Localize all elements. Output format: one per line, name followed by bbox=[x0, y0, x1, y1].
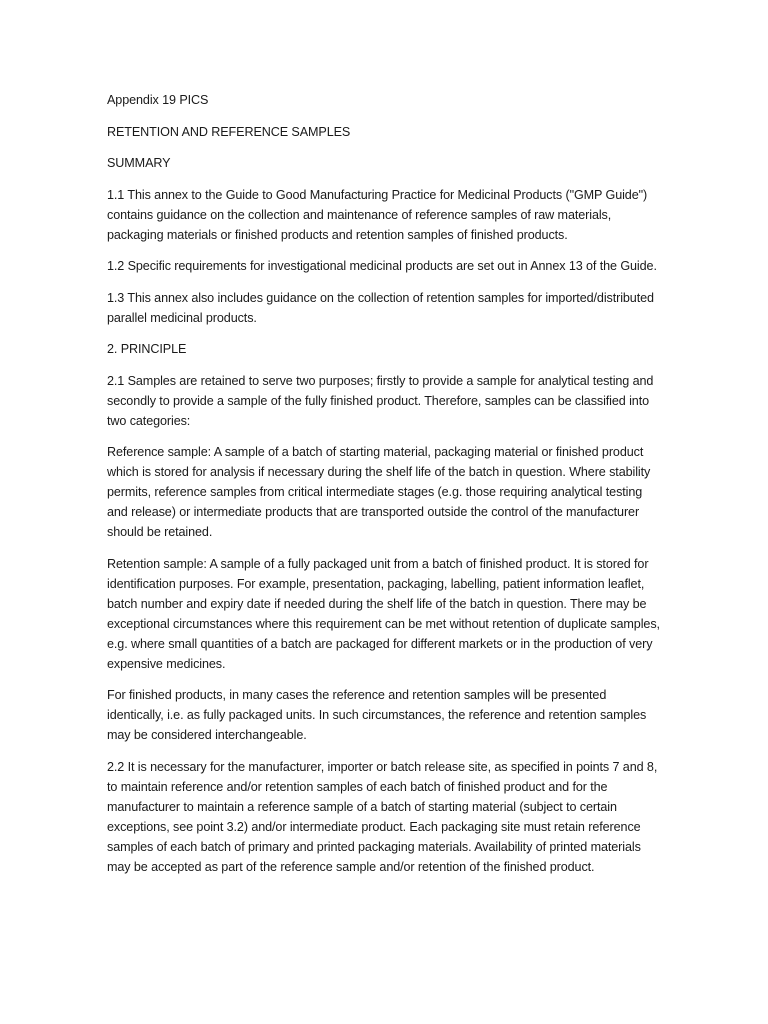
principle-heading: 2. PRINCIPLE bbox=[107, 342, 187, 356]
paragraph-2-1: 2.1 Samples are retained to serve two purposes; firstly to provide a sample for analytical testing and secondly to provide a sample of the fully finished product. Therefore, samples can be classified into two categories: bbox=[107, 373, 654, 428]
paragraph-1-3: 1.3 This annex also includes guidance on the collection of retention samples for imported/distributed parallel medicinal products. bbox=[107, 290, 654, 325]
document-title: RETENTION AND REFERENCE SAMPLES bbox=[107, 124, 351, 139]
paragraph-2-2: 2.2 It is necessary for the manufacturer, importer or batch release site, as specified in points 7 and 8, to maintain reference and/or retention samples of each batch of finished product and for the manufacturer to maintain a reference sample of a batch of starting material (subject to certain exceptions, see point 3.2) and/or intermediate product. Each packaging site must retain reference samples of each batch of primary and printed packaging materials. Availability of printed materials may be accepted as part of the reference sample and/or retention of the finished product. bbox=[107, 759, 658, 874]
summary-heading: SUMMARY bbox=[107, 156, 171, 170]
paragraph-1-2: 1.2 Specific requirements for investigational medicinal products are set out in Annex 13 of the Guide. bbox=[107, 259, 657, 273]
paragraph-finished-products: For finished products, in many cases the reference and retention samples will be presented identically, i.e. as fully packaged units. In such circumstances, the reference and retention samples may be considered interchangeable. bbox=[107, 688, 647, 742]
appendix-label: Appendix 19 PICS bbox=[107, 93, 209, 107]
paragraph-reference-sample: Reference sample: A sample of a batch of starting material, packaging material or finished product which is stored for analysis if necessary during the shelf life of the batch in question. Where stability permits, reference samples from critical intermediate stages (e.g. those requiring analytical testing and release) or intermediate products that are transported outside the control of the manufacturer should be retained. bbox=[107, 445, 651, 539]
paragraph-retention-sample: Retention sample: A sample of a fully packaged unit from a batch of finished product. It is stored for identification purposes. For example, presentation, packaging, labelling, patient information leaflet, batch number and expiry date if needed during the shelf life of the batch in question. There may be exceptional circumstances where this requirement can be met without retention of duplicate samples, e.g. where small quantities of a batch are packaged for different markets or in the production of very expensive medicines. bbox=[107, 556, 660, 671]
document-body bbox=[107, 90, 663, 888]
paragraph-1-1: 1.1 This annex to the Guide to Good Manufacturing Practice for Medicinal Products ("GMP Guide") contains guidance on the collection and maintenance of reference samples of raw materials, packaging materials or finished products and retention samples of finished products. bbox=[107, 187, 648, 242]
